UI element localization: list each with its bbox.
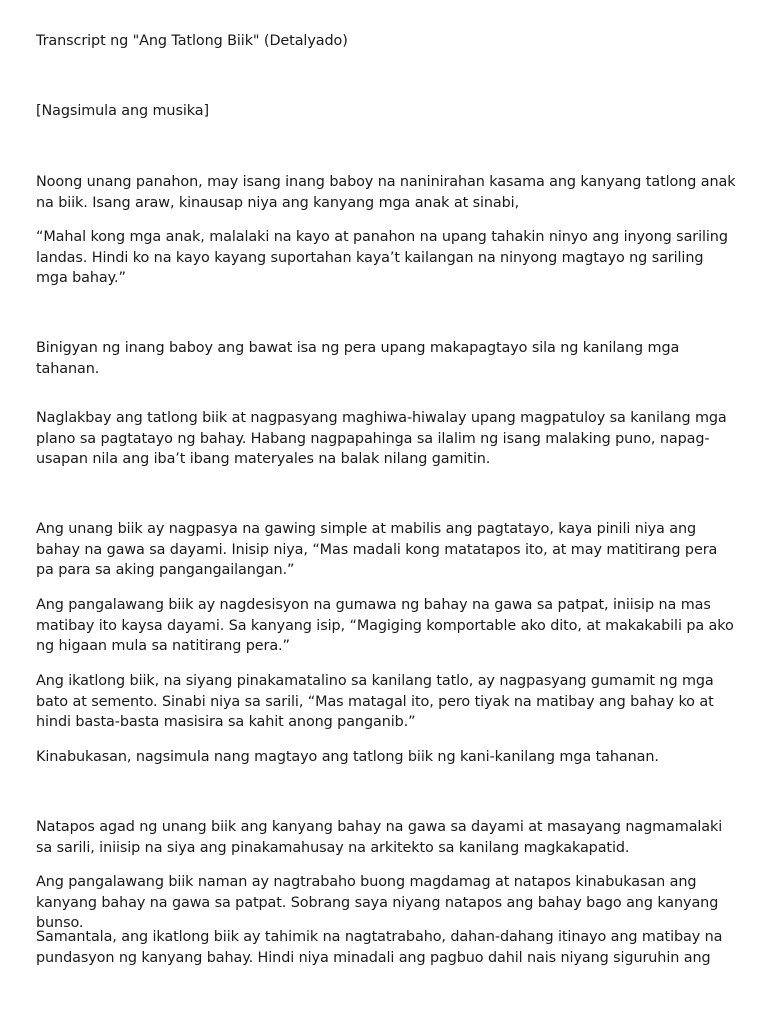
paragraph-6: Ang pangalawang biik ay nagdesisyon na gumawa ng bahay na gawa sa patpat, iniisip na mas matibay ito kaysa dayami. Sa kanyang isip, “Magiging komportable ako dito, at makakabili pa ako ng higaan mula sa natitirang pera.” <box>36 597 734 654</box>
paragraph-10: Ang pangalawang biik naman ay nagtrabaho buong magdamag at natapos kinabukasan ang kanyang bahay na gawa sa patpat. Sobrang saya niyang natapos ang bahay bago ang kanyang bunso. <box>36 874 719 931</box>
paragraph-5: Ang unang biik ay nagpasya na gawing simple at mabilis ang pagtatayo, kaya pinili niya ang bahay na gawa sa dayami. Inisip niya, “Mas madali kong matatapos ito, at may matitirang pera pa para sa aking pangangailangan.” <box>36 521 718 578</box>
paragraph-11: Samantala, ang ikatlong biik ay tahimik na nagtatrabaho, dahan-dahang itinayo ang matibay na pundasyon ng kanyang bahay. Hindi niya minadali ang pagbuo dahil nais niyang siguruhin ang <box>36 929 723 966</box>
document-title: Transcript ng "Ang Tatlong Biik" (Detalyado) <box>36 33 348 49</box>
paragraph-music-cue: [Nagsimula ang musika] <box>36 103 209 119</box>
paragraph-1: Noong unang panahon, may isang inang baboy na naninirahan kasama ang kanyang tatlong anak na biik. Isang araw, kinausap niya ang kanyang mga anak at sinabi, <box>36 174 736 211</box>
paragraph-3: Binigyan ng inang baboy ang bawat isa ng pera upang makapagtayo sila ng kanilang mga tahanan. <box>36 340 680 377</box>
paragraph-8: Kinabukasan, nagsimula nang magtayo ang tatlong biik ng kani-kanilang mga tahanan. <box>36 749 659 765</box>
paragraph-4: Naglakbay ang tatlong biik at nagpasyang maghiwa-hiwalay upang magpatuloy sa kanilang mga plano sa pagtatayo ng bahay. Habang nagpapahinga sa ilalim ng isang malaking puno, napag-usapan nila ang iba’t ibang materyales na balak nilang gamitin. <box>36 410 727 467</box>
paragraph-7: Ang ikatlong biik, na siyang pinakamatalino sa kanilang tatlo, ay nagpasyang gumamit ng mga bato at semento. Sinabi niya sa sarili, “Mas matagal ito, pero tiyak na matibay ang bahay ko at hindi basta-basta masisira sa kahit anong panganib.” <box>36 673 714 730</box>
paragraph-9: Natapos agad ng unang biik ang kanyang bahay na gawa sa dayami at masayang nagmamalaki sa sarili, iniisip na siya ang pinakamahusay na arkitekto sa kanilang magkakapatid. <box>36 819 723 856</box>
paragraph-2: “Mahal kong mga anak, malalaki na kayo at panahon na upang tahakin ninyo ang inyong sariling landas. Hindi ko na kayo kayang suportahan kaya’t kailangan na ninyong magtayo ng sariling mga bahay.” <box>36 229 728 286</box>
